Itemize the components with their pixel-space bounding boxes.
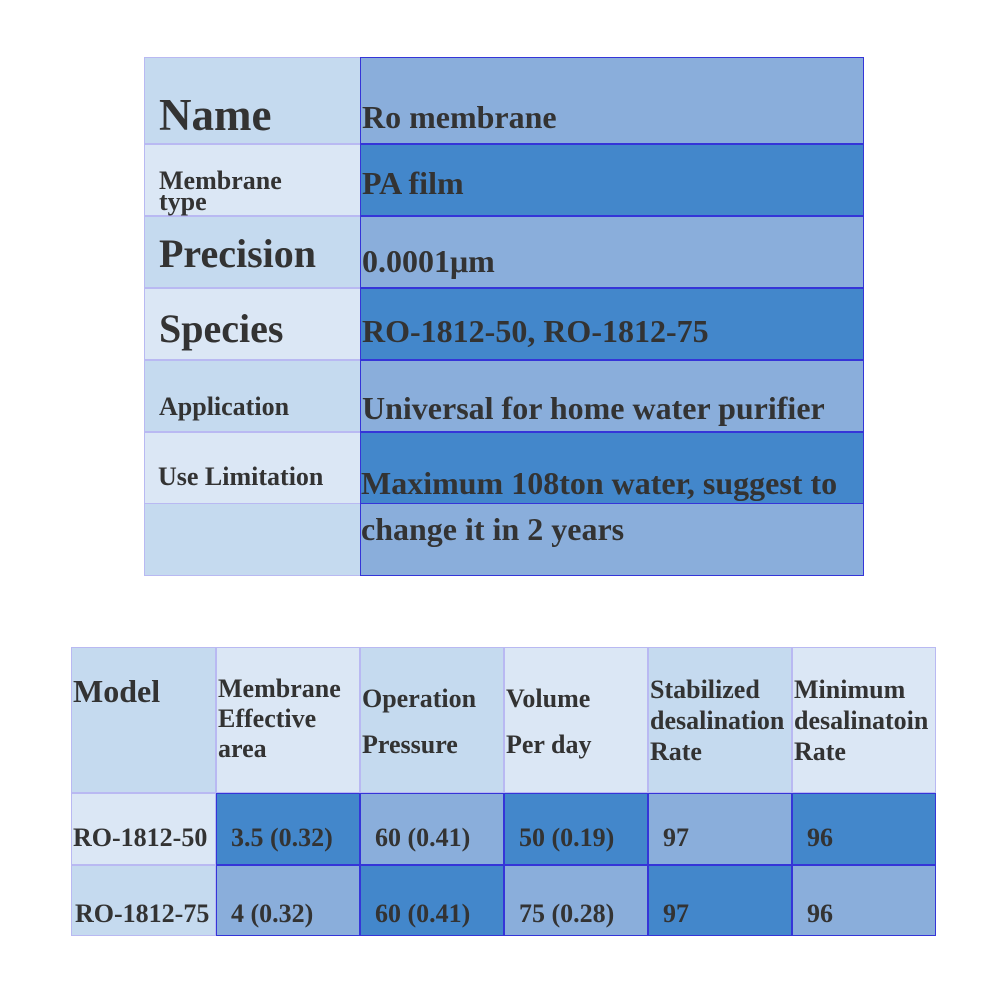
model-name: RO-1812-75 <box>75 899 210 928</box>
spec-value-species <box>360 288 864 360</box>
cell-value: 3.5 (0.32) <box>231 823 333 852</box>
table-cell <box>504 865 648 936</box>
cell-value: 97 <box>663 899 689 928</box>
spec-value-text: PA film <box>362 164 464 201</box>
spec-value-name <box>360 57 864 144</box>
column-header-text: Operation Pressure <box>362 684 477 759</box>
spec-label-membrane-type <box>144 144 361 216</box>
column-header-volume-per-day <box>504 647 648 793</box>
table-row-model-cell <box>71 793 216 865</box>
spec-label-text: Membrane type <box>159 165 282 216</box>
column-header-text: Membrane Effective area <box>218 674 341 763</box>
table-row-model-cell <box>71 865 216 936</box>
column-header-minimum-rate <box>792 647 936 793</box>
table-cell <box>360 793 504 865</box>
cell-value: 96 <box>807 899 833 928</box>
spec-label-species <box>144 288 361 360</box>
table-cell <box>792 793 936 865</box>
column-header-text: Minimum desalinatoin Rate <box>794 675 929 766</box>
column-header-operation-pressure <box>360 647 504 793</box>
table-cell <box>648 865 792 936</box>
cell-value: 96 <box>807 823 833 852</box>
column-header-text: Stabilized desalination Rate <box>650 675 785 766</box>
cell-value: 60 (0.41) <box>375 823 471 852</box>
spec-label-precision <box>144 216 361 288</box>
spec-label-text: Species <box>159 306 284 351</box>
spec-value-text: Universal for home water purifier <box>362 389 825 426</box>
cell-value: 97 <box>663 823 689 852</box>
column-header-stabilized-rate <box>648 647 792 793</box>
spec-label-text: Name <box>159 90 272 140</box>
spec-label-text: Use Limitation <box>158 462 324 491</box>
spec-table <box>144 57 864 576</box>
model-name: RO-1812-50 <box>73 823 208 852</box>
column-header-membrane-area <box>216 647 360 793</box>
spec-value-text: 0.0001μm <box>362 242 495 279</box>
spec-value-text: RO-1812-50, RO-1812-75 <box>362 312 709 349</box>
cell-value: 4 (0.32) <box>231 899 314 928</box>
cell-value: 60 (0.41) <box>375 899 471 928</box>
column-header-model <box>71 647 216 793</box>
table-cell <box>216 793 360 865</box>
table-cell <box>648 793 792 865</box>
spec-label-application <box>144 360 361 432</box>
spec-label-name <box>144 57 361 144</box>
table-cell <box>216 865 360 936</box>
spec-label-empty-cell <box>144 504 361 576</box>
table-cell <box>360 865 504 936</box>
spec-value-text: Ro membrane <box>362 99 557 136</box>
column-header-text: Volume Per day <box>506 684 592 759</box>
cell-value: 75 (0.28) <box>519 899 615 928</box>
table-cell <box>792 865 936 936</box>
cell-value: 50 (0.19) <box>519 823 615 852</box>
table-cell <box>504 793 648 865</box>
model-table <box>71 647 936 936</box>
spec-label-text: Application <box>159 392 290 421</box>
spec-label-text: Precision <box>159 231 317 276</box>
column-header-text: Model <box>73 673 161 709</box>
spec-value-membrane-type <box>360 144 864 216</box>
spec-value-application <box>360 360 864 432</box>
spec-value-precision <box>360 216 864 288</box>
spec-value-text: Maximum 108ton water, suggest to change it in 2 years <box>361 465 838 547</box>
